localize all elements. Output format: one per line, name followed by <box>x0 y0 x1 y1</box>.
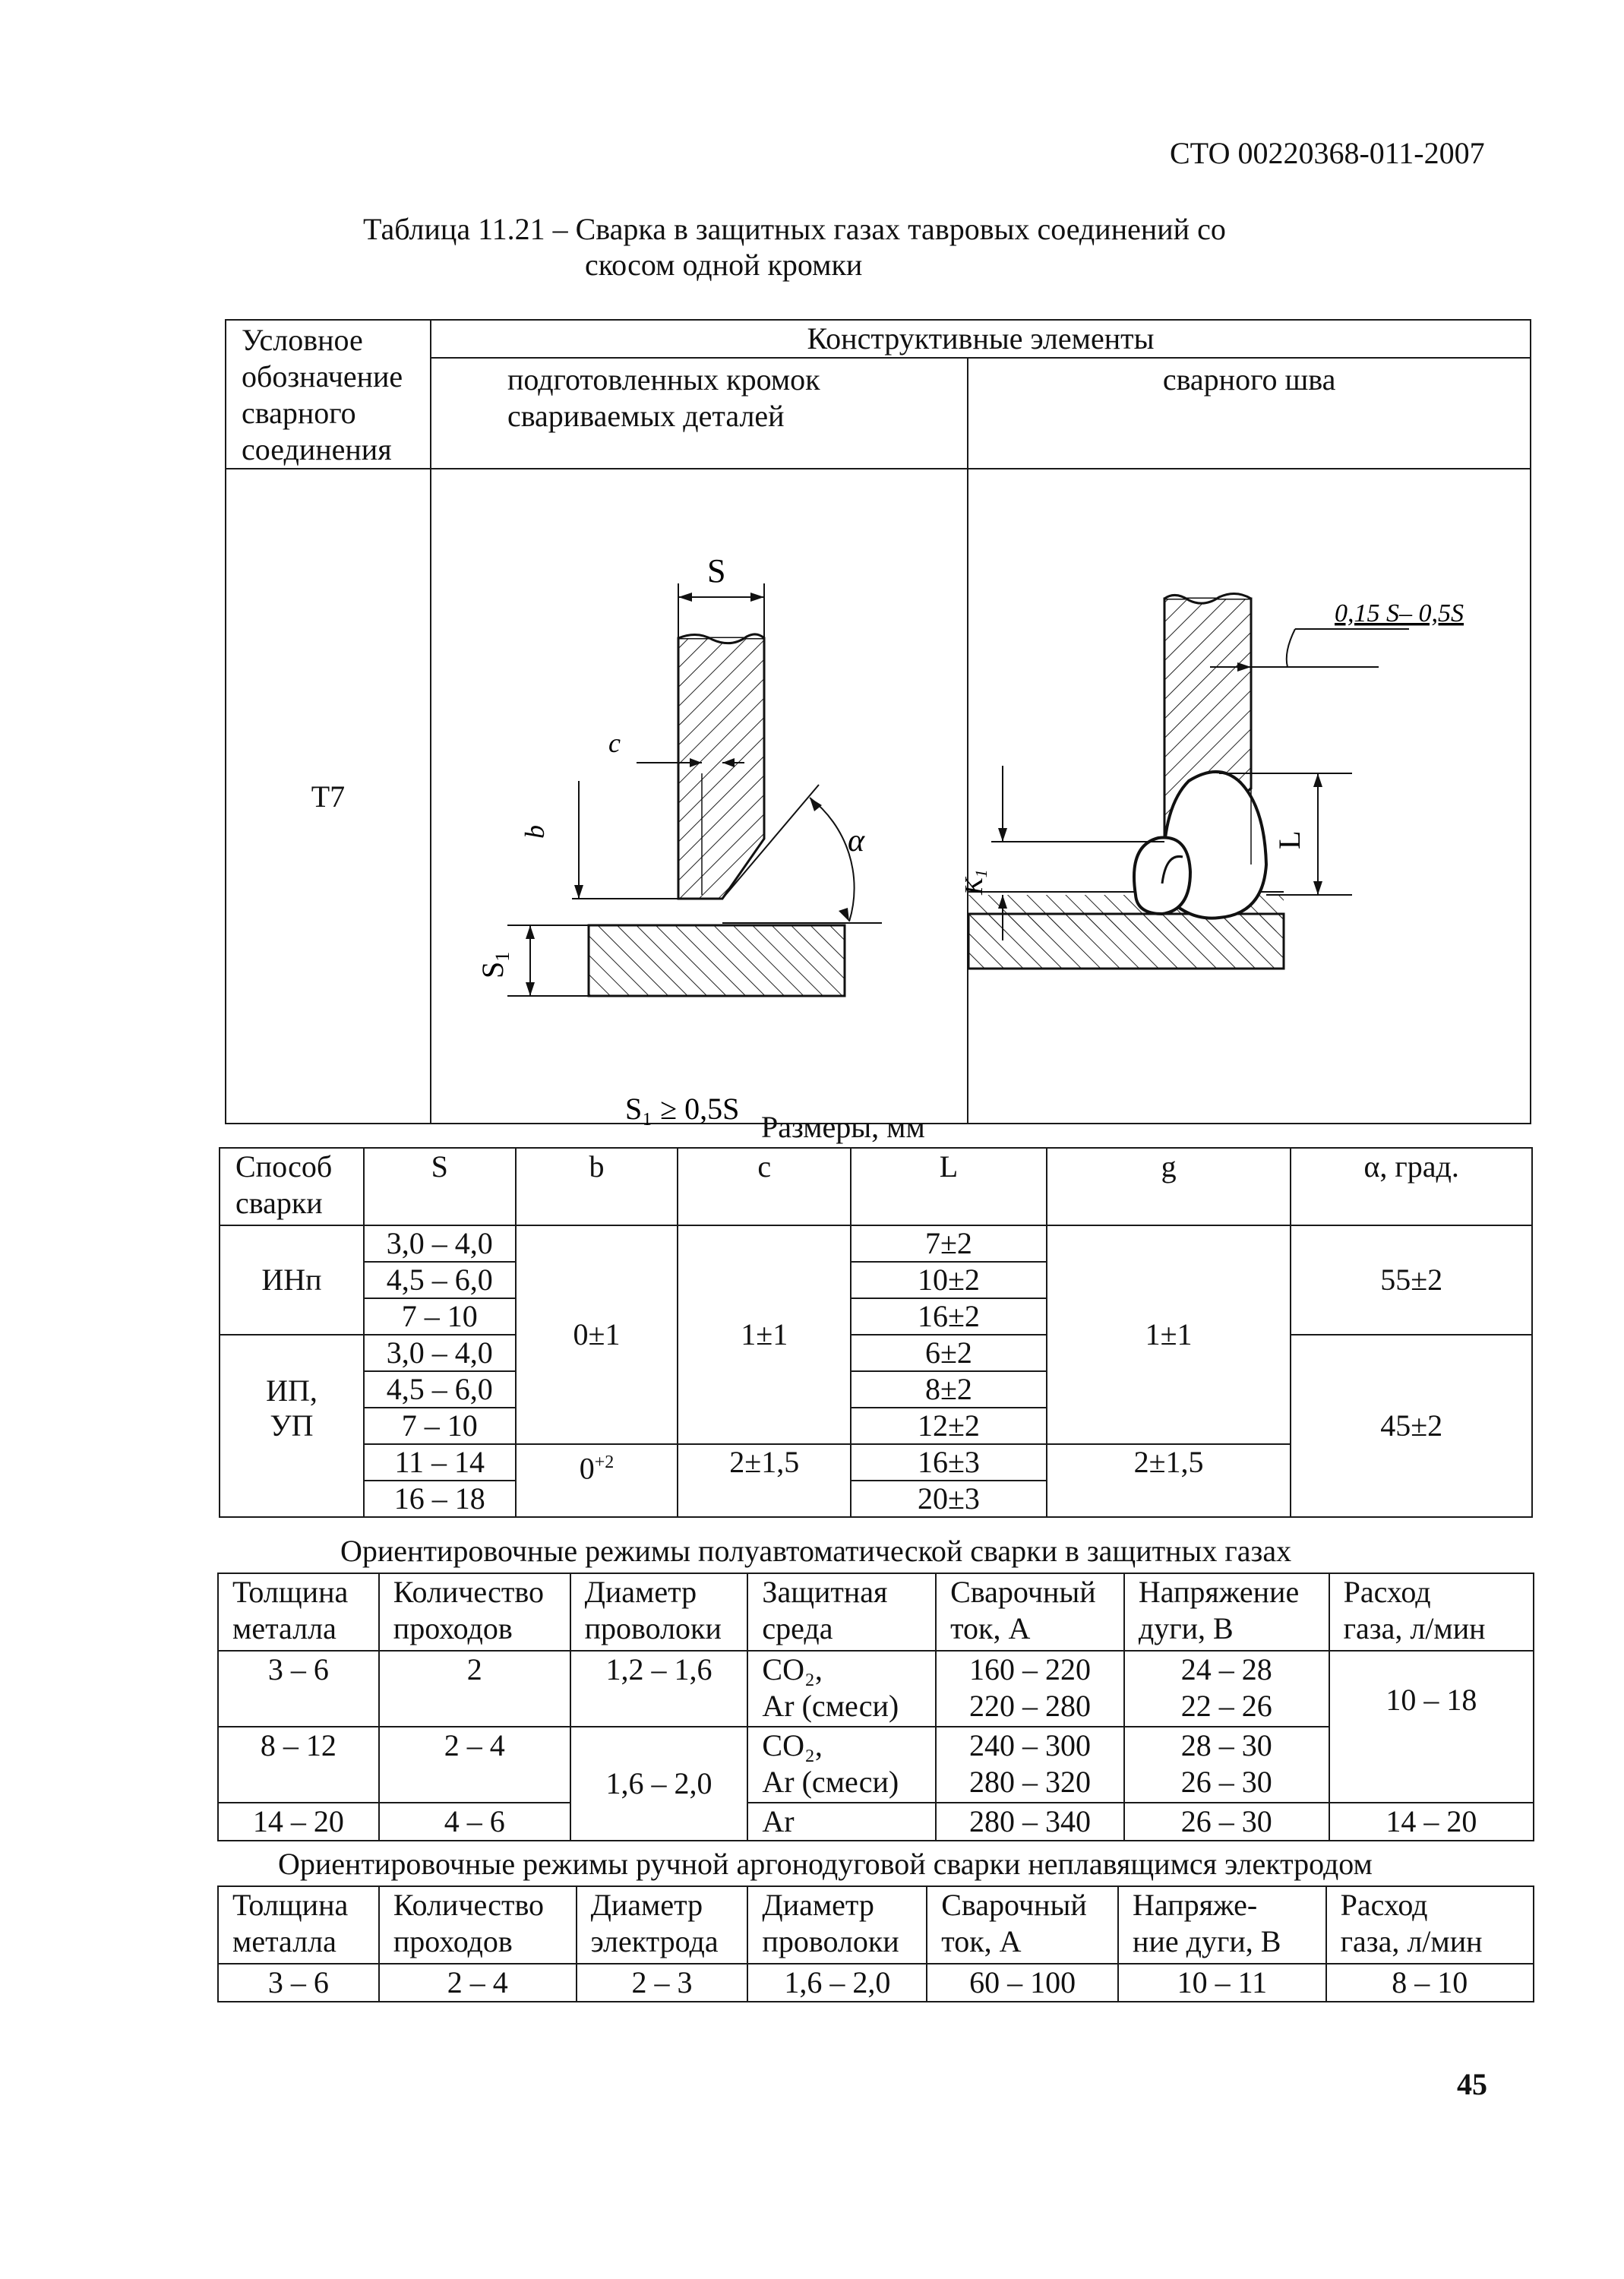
dim-s1-subscript: 1 <box>491 951 513 962</box>
header-line: Расход <box>1340 1888 1428 1922</box>
cell-s: 11 – 14 <box>364 1444 516 1481</box>
cell-s: 3,0 – 4,0 <box>364 1335 516 1371</box>
cell-voltage <box>1124 1651 1329 1727</box>
header-line: ние дуги, В <box>1133 1924 1281 1958</box>
prepared-edges-header <box>431 358 968 469</box>
header-line: Диаметр <box>590 1888 703 1922</box>
cell-b: 0±1 <box>516 1225 678 1444</box>
header-line: соединения <box>242 432 392 466</box>
gas-line: Ar (смеси) <box>762 1689 899 1723</box>
header-line: среда <box>762 1611 833 1645</box>
cell-wire: 1,6 – 2,0 <box>570 1727 748 1841</box>
cell-flow: 8 – 10 <box>1326 1964 1534 2002</box>
b-value: 0 <box>579 1451 595 1486</box>
header-line: Сварочный <box>941 1888 1087 1922</box>
col-current-header <box>936 1573 1124 1651</box>
cell-gas <box>747 1727 936 1803</box>
voltage-line: 22 – 26 <box>1180 1689 1272 1723</box>
cell-wire: 1,2 – 1,6 <box>570 1651 748 1727</box>
base-plate <box>968 914 1284 969</box>
sizes-caption: Размеры, мм <box>761 1110 925 1144</box>
col-thickness-header <box>218 1886 379 1964</box>
cell-wire: 1,6 – 2,0 <box>747 1964 927 2002</box>
joint-code: Т7 <box>226 469 431 1124</box>
weld-seam-figure <box>960 469 1531 1124</box>
col-l-header: L <box>851 1148 1047 1225</box>
cell-passes: 4 – 6 <box>379 1803 570 1841</box>
cell-current: 60 – 100 <box>927 1964 1118 2002</box>
header-line: дуги, В <box>1138 1611 1234 1645</box>
header-line: сварного <box>242 396 356 430</box>
cell-l: 20±3 <box>851 1481 1047 1517</box>
col-gas-header <box>747 1573 936 1651</box>
header-line: проволоки <box>762 1924 899 1958</box>
table-title-line2: скосом одной кромки <box>585 248 863 282</box>
method-ip-up <box>220 1335 364 1517</box>
header-line: Толщина <box>232 1888 349 1922</box>
cell-g: 1±1 <box>1047 1225 1291 1444</box>
dim-b-label: b <box>519 825 550 839</box>
cell-s: 16 – 18 <box>364 1481 516 1517</box>
edge-preparation-drawing <box>431 469 969 1126</box>
dim-s1-label <box>476 952 513 978</box>
col-passes-header <box>379 1886 577 1964</box>
cell-g: 2±1,5 <box>1047 1444 1291 1517</box>
header-line: металла <box>232 1924 336 1958</box>
angle-alpha-label: α <box>847 823 864 858</box>
method-line: ИП, <box>266 1373 318 1408</box>
header-line: Напряжение <box>1138 1575 1300 1609</box>
dim-k1-subscript: 1 <box>972 869 991 878</box>
cell-thickness: 3 – 6 <box>218 1651 379 1727</box>
col-passes-header <box>379 1573 570 1651</box>
dim-s1-letter: S <box>475 961 510 978</box>
header-line: Количество <box>393 1575 545 1609</box>
cell-s: 7 – 10 <box>364 1298 516 1335</box>
cell-l: 12±2 <box>851 1408 1047 1444</box>
col-wire-header <box>747 1886 927 1964</box>
cell-current <box>936 1651 1124 1727</box>
cell-l: 6±2 <box>851 1335 1047 1371</box>
dim-s-label: S <box>706 552 726 590</box>
cell-s: 4,5 – 6,0 <box>364 1262 516 1298</box>
root-bead <box>1134 838 1190 914</box>
cell-voltage: 26 – 30 <box>1124 1803 1329 1841</box>
joint-designation-header <box>226 320 431 469</box>
cell-voltage <box>1124 1727 1329 1803</box>
header-line: подготовленных кромок <box>507 362 820 397</box>
cell-gas <box>747 1651 936 1727</box>
header-line: газа, л/мин <box>1340 1924 1483 1958</box>
cell-s: 7 – 10 <box>364 1408 516 1444</box>
method-line: УП <box>270 1408 314 1443</box>
weld-seam-header: сварного шва <box>968 358 1531 469</box>
col-current-header <box>927 1886 1118 1964</box>
header-line: Условное <box>242 323 363 357</box>
dim-l-label: L <box>1272 830 1307 849</box>
gas-line: CO₂, <box>762 1728 823 1762</box>
header-line: Диаметр <box>762 1888 874 1922</box>
semi-auto-modes-table <box>217 1573 1534 1841</box>
cell-electrode: 2 – 3 <box>577 1964 748 2002</box>
header-line: ток, А <box>941 1924 1022 1958</box>
col-thickness-header <box>218 1573 379 1651</box>
cell-thickness: 8 – 12 <box>218 1727 379 1803</box>
header-line: Напряже- <box>1133 1888 1258 1922</box>
current-line: 220 – 280 <box>968 1689 1091 1723</box>
current-line: 240 – 300 <box>968 1728 1091 1762</box>
col-voltage-header <box>1118 1886 1326 1964</box>
cell-flow: 10 – 18 <box>1329 1651 1534 1803</box>
header-line: ток, А <box>950 1611 1031 1645</box>
cell-s: 4,5 – 6,0 <box>364 1371 516 1408</box>
voltage-line: 26 – 30 <box>1180 1765 1272 1799</box>
header-line: Диаметр <box>584 1575 697 1609</box>
current-line: 280 – 320 <box>968 1765 1091 1799</box>
dim-c-label: c <box>608 728 621 758</box>
col-s-header: S <box>364 1148 516 1225</box>
cell-l: 16±3 <box>851 1444 1047 1481</box>
weld-thickness-note: 0,15 S– 0,5S <box>1335 599 1464 627</box>
col-g-header: g <box>1047 1148 1291 1225</box>
b-tolerance: +2 <box>594 1452 615 1472</box>
header-line: газа, л/мин <box>1343 1611 1486 1645</box>
dimensions-table <box>219 1147 1533 1518</box>
gas-line: Ar (смеси) <box>762 1765 899 1799</box>
col-voltage-header <box>1124 1573 1329 1651</box>
cell-flow: 14 – 20 <box>1329 1803 1534 1841</box>
col-electrode-header <box>577 1886 748 1964</box>
header-line: Расход <box>1343 1575 1431 1609</box>
vertical-plate <box>678 638 764 899</box>
document-code: СТО 00220368-011-2007 <box>1170 136 1485 170</box>
cell-c: 1±1 <box>678 1225 851 1444</box>
method-inp: ИНп <box>220 1225 364 1335</box>
col-method-header: Способ сварки <box>220 1148 364 1225</box>
cell-thickness: 3 – 6 <box>218 1964 379 2002</box>
header-line: металла <box>232 1611 336 1645</box>
cell-passes: 2 <box>379 1651 570 1727</box>
col-alpha-header: α, град. <box>1291 1148 1532 1225</box>
base-plate <box>589 925 845 996</box>
header-line: Защитная <box>762 1575 888 1609</box>
page-number: 45 <box>1457 2067 1487 2101</box>
edge-preparation-figure <box>431 469 968 1124</box>
current-line: 160 – 220 <box>968 1652 1091 1686</box>
header-line: Количество <box>393 1888 545 1922</box>
header-line: Сварочный <box>950 1575 1096 1609</box>
manual-argon-modes-table <box>217 1885 1534 2002</box>
header-line: обозначение <box>242 359 403 394</box>
manual-argon-caption: Ориентировочные режимы ручной аргонодуговой сварки неплавящимся электродом <box>278 1847 1373 1881</box>
joint-elements-table <box>225 319 1531 1124</box>
col-b-header: b <box>516 1148 678 1225</box>
cell-passes: 2 – 4 <box>379 1964 577 2002</box>
cell-l: 8±2 <box>851 1371 1047 1408</box>
cell-thickness: 14 – 20 <box>218 1803 379 1841</box>
col-flow-header <box>1326 1886 1534 1964</box>
structural-elements-header: Конструктивные элементы <box>431 320 1531 358</box>
cell-alpha: 55±2 <box>1291 1225 1532 1335</box>
gas-line: CO₂, <box>762 1652 823 1686</box>
col-flow-header <box>1329 1573 1534 1651</box>
cell-c: 2±1,5 <box>678 1444 851 1517</box>
col-c-header: c <box>678 1148 851 1225</box>
cell-current: 280 – 340 <box>936 1803 1124 1841</box>
cell-s: 3,0 – 4,0 <box>364 1225 516 1262</box>
weld-seam-drawing <box>960 469 1532 1123</box>
header-line: проволоки <box>584 1611 722 1645</box>
header-line: проходов <box>393 1611 513 1645</box>
cell-b <box>516 1444 678 1517</box>
voltage-line: 28 – 30 <box>1180 1728 1272 1762</box>
cell-l: 7±2 <box>851 1225 1047 1262</box>
col-wire-header <box>570 1573 748 1651</box>
cell-alpha: 45±2 <box>1291 1335 1532 1517</box>
dim-k1-letter: K <box>960 877 989 895</box>
header-line: проходов <box>393 1924 513 1958</box>
cell-l: 10±2 <box>851 1262 1047 1298</box>
voltage-line: 24 – 28 <box>1180 1652 1272 1686</box>
header-line: свариваемых деталей <box>507 399 785 433</box>
cell-gas: Ar <box>747 1803 936 1841</box>
cell-l: 16±2 <box>851 1298 1047 1335</box>
cell-passes: 2 – 4 <box>379 1727 570 1803</box>
s1-condition-caption: S₁ ≥ 0,5S <box>624 1092 740 1126</box>
semi-auto-caption: Ориентировочные режимы полуавтоматической сварки в защитных газах <box>340 1534 1292 1568</box>
header-line: электрода <box>590 1924 719 1958</box>
table-title-line1: Таблица 11.21 – Сварка в защитных газах тавровых соединений со <box>363 212 1226 246</box>
header-line: Толщина <box>232 1575 349 1609</box>
cell-current <box>936 1727 1124 1803</box>
cell-voltage: 10 – 11 <box>1118 1964 1326 2002</box>
